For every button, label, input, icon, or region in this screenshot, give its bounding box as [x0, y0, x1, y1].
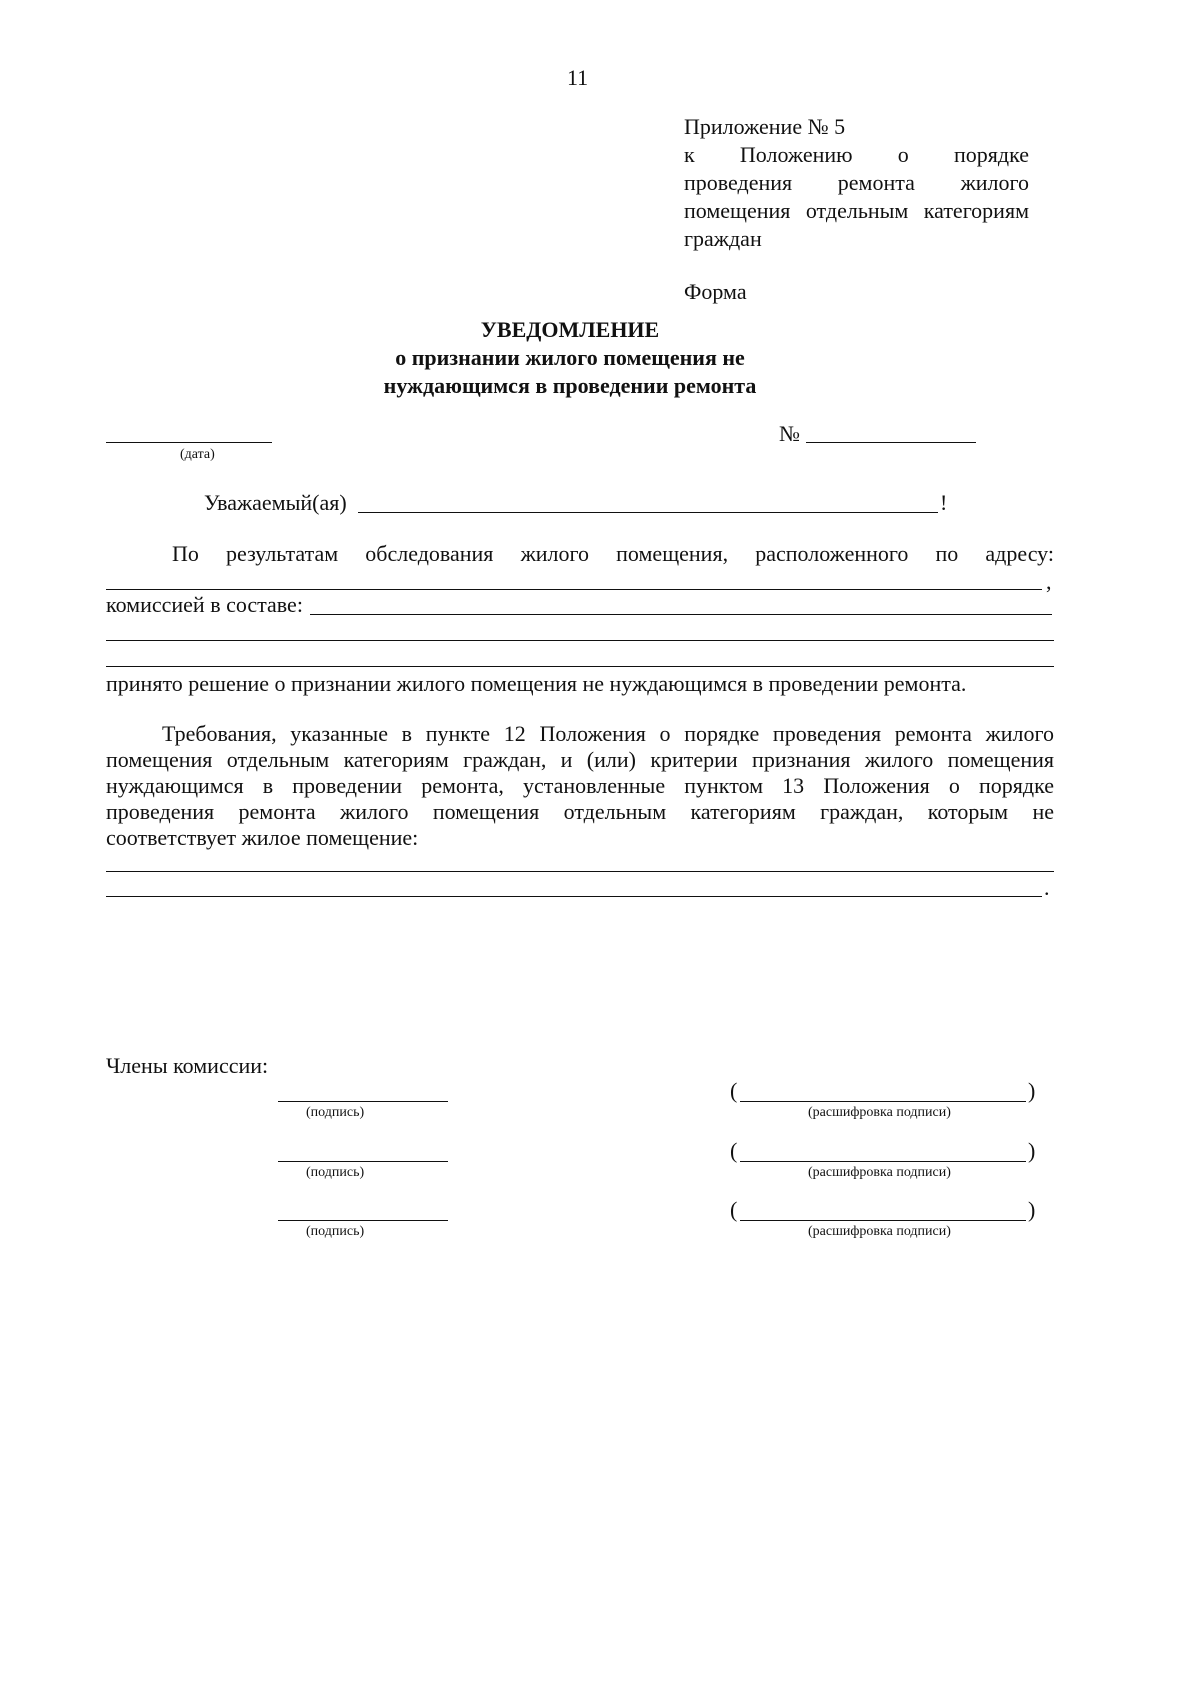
heading-subtitle-1: о признании жилого помещения не	[395, 345, 745, 370]
decode-line-1[interactable]	[740, 1101, 1026, 1102]
decision-text: принято решение о признании жилого помещения не нуждающимся в проведении ремонта.	[106, 671, 967, 696]
paragraph-2-line-3: нуждающимся в проведении ремонта, установленные пунктом 13 Положения о порядке	[106, 773, 1054, 798]
decode-caption-1: (расшифровка подписи)	[808, 1105, 951, 1120]
appendix-line-2: проведения ремонта жилого	[684, 170, 1029, 195]
decode-open-paren-2: (	[730, 1138, 738, 1163]
decode-line-3[interactable]	[740, 1220, 1026, 1221]
decode-open-paren-3: (	[730, 1197, 738, 1222]
decode-caption-3: (расшифровка подписи)	[808, 1224, 951, 1239]
signature-line-3[interactable]	[278, 1220, 448, 1221]
appendix-line-1: к Положению о порядке	[684, 142, 1029, 167]
date-field-line[interactable]	[106, 442, 272, 443]
requirements-field-line-1[interactable]	[106, 871, 1054, 872]
greeting-label: Уважаемый(ая)	[204, 490, 347, 515]
requirements-field-line-2[interactable]	[106, 896, 1042, 897]
page-number: 11	[567, 65, 589, 90]
members-label: Члены комиссии:	[106, 1053, 269, 1078]
appendix-title: Приложение № 5	[684, 114, 846, 139]
commission-field-line-2[interactable]	[106, 640, 1054, 641]
address-end: ,	[1046, 569, 1052, 594]
addressee-field-line[interactable]	[358, 512, 938, 513]
address-field-line[interactable]	[106, 589, 1042, 590]
form-label: Форма	[684, 279, 747, 304]
heading-title: УВЕДОМЛЕНИЕ	[480, 317, 660, 342]
decode-close-paren-3: )	[1028, 1197, 1036, 1222]
date-caption: (дата)	[180, 447, 215, 462]
signature-caption-2: (подпись)	[306, 1165, 365, 1180]
signature-line-2[interactable]	[278, 1161, 448, 1162]
paragraph-1-line-1: По результатам обследования жилого помещения, расположенного по адресу:	[172, 541, 1054, 566]
decode-line-2[interactable]	[740, 1161, 1026, 1162]
decode-caption-2: (расшифровка подписи)	[808, 1165, 951, 1180]
decode-close-paren-2: )	[1028, 1138, 1036, 1163]
number-sign: №	[779, 421, 800, 446]
appendix-line-3: помещения отдельным категориям	[684, 198, 1029, 223]
commission-label: комиссией в составе:	[106, 592, 303, 617]
greeting-end: !	[940, 490, 948, 515]
commission-field-line-3[interactable]	[106, 666, 1054, 667]
decode-open-paren-1: (	[730, 1078, 738, 1103]
paragraph-2-line-4: проведения ремонта жилого помещения отдельным категориям граждан, которым не	[106, 799, 1054, 824]
paragraph-2-line-2: помещения отдельным категориям граждан, и (или) критерии признания жилого помещения	[106, 747, 1054, 772]
commission-field-line-1[interactable]	[310, 614, 1052, 615]
appendix-block	[684, 113, 1029, 306]
document-heading	[300, 316, 840, 400]
signature-caption-3: (подпись)	[306, 1224, 365, 1239]
decode-close-paren-1: )	[1028, 1078, 1036, 1103]
signature-line-1[interactable]	[278, 1101, 448, 1102]
heading-subtitle-2: нуждающимся в проведении ремонта	[383, 373, 757, 398]
paragraph-2-line-5: соответствует жилое помещение:	[106, 825, 419, 850]
number-field-line[interactable]	[806, 442, 976, 443]
paragraph-2-line-1: Требования, указанные в пункте 12 Положения о порядке проведения ремонта жилого	[162, 721, 1054, 746]
paragraph-2-end: .	[1044, 875, 1050, 900]
signature-caption-1: (подпись)	[306, 1105, 365, 1120]
appendix-line-4: граждан	[684, 226, 762, 251]
